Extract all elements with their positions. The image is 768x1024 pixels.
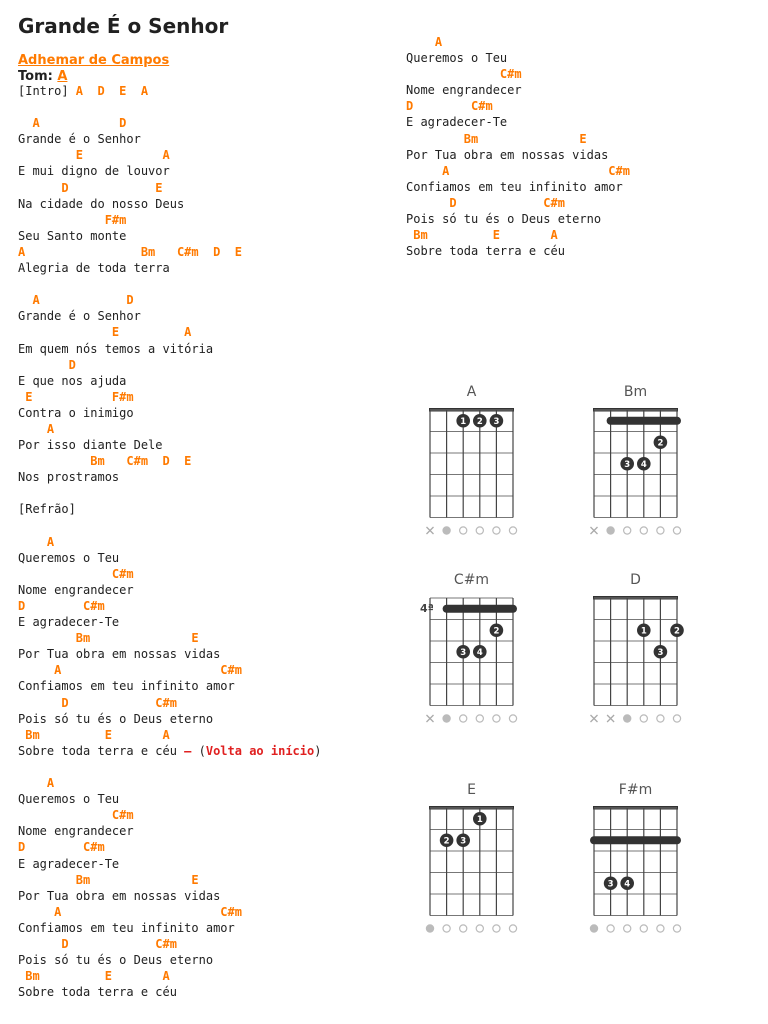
- lyric-text: (: [191, 743, 206, 758]
- lyric-line: [18, 163, 321, 179]
- lyric-line: [18, 228, 321, 244]
- chord-name: C#m: [453, 572, 490, 588]
- lyric-line: [18, 791, 321, 807]
- chord-line: [18, 662, 321, 678]
- lyric-line: [18, 678, 321, 694]
- chord-line: [406, 66, 630, 82]
- lyric-text: ): [314, 743, 322, 758]
- lyric-text: Nos prostramos: [18, 470, 120, 485]
- open-string-marker: [624, 527, 631, 534]
- finger-number: 1: [640, 626, 647, 637]
- lyric-line: [406, 82, 630, 98]
- lyric-text: Pois só tu és o Deus eterno: [18, 711, 214, 726]
- lyric-line: [18, 260, 321, 276]
- tom-label: Tom:: [18, 69, 53, 84]
- open-string-marker: [657, 715, 664, 722]
- finger-number: 3: [460, 647, 467, 658]
- chord-line: [18, 115, 321, 131]
- chord-diagram-bm: [584, 378, 704, 538]
- blank-line: [18, 276, 321, 292]
- chord-line: [18, 212, 321, 228]
- lyric-line: [406, 211, 630, 227]
- chord-name: E: [467, 782, 476, 798]
- lyric-line: [18, 405, 321, 421]
- artist-link[interactable]: Adhemar de Campos: [18, 53, 170, 68]
- lyric-text: Em quem nós temos a vitória: [18, 341, 214, 356]
- lyric-line: [18, 83, 321, 99]
- open-string-marker: [476, 715, 483, 722]
- chord-sheet-column-1: [18, 83, 321, 1000]
- chord-text[interactable]: A: [406, 35, 443, 49]
- lyric-line: [18, 469, 321, 485]
- open-string-marker: [640, 925, 647, 932]
- lyric-line: [18, 341, 321, 357]
- finger-number: 2: [657, 438, 664, 449]
- chord-text[interactable]: C#m: [18, 566, 134, 581]
- chord-line: [18, 968, 321, 984]
- finger-number: 2: [443, 836, 450, 847]
- chord-line: [18, 453, 321, 469]
- finger-number: 2: [476, 416, 483, 427]
- muted-string-marker: [607, 715, 614, 722]
- lyric-text: Sobre toda terra e céu: [406, 244, 565, 259]
- open-string-marker: [509, 715, 516, 722]
- chord-text[interactable]: Bm E A: [406, 228, 558, 243]
- chord-line: [18, 244, 321, 260]
- lyric-line: [406, 114, 630, 130]
- chord-line: [18, 389, 321, 405]
- lyric-line: [18, 131, 321, 147]
- chord-text[interactable]: C#m: [406, 67, 522, 82]
- open-string-marker: [673, 715, 680, 722]
- lyric-line: [18, 743, 321, 759]
- blank-line: [18, 518, 321, 534]
- lyric-line: [18, 888, 321, 904]
- lyric-text: Grande é o Senhor: [18, 132, 141, 147]
- lyric-line: [18, 582, 321, 598]
- lyric-text: Contra o inimigo: [18, 405, 134, 420]
- lyric-text: Sobre toda terra e céu: [18, 743, 185, 758]
- lyric-line: [18, 308, 321, 324]
- open-string-marker: [509, 925, 516, 932]
- chord-line: [18, 534, 321, 550]
- lyric-text: Nome engrandecer: [18, 582, 134, 597]
- lyric-text: [Intro]: [18, 84, 76, 98]
- open-string-marker: [624, 925, 631, 932]
- lyric-text: Alegria de toda terra: [18, 261, 170, 276]
- open-string-marker: [509, 527, 516, 534]
- chord-line: [406, 195, 630, 211]
- chord-text[interactable]: D: [18, 357, 76, 372]
- lyric-text: Seu Santo monte: [18, 228, 127, 243]
- chord-line: [18, 324, 321, 340]
- chord-text[interactable]: A: [18, 421, 55, 436]
- repeat-note: –: [184, 743, 192, 758]
- chord-text[interactable]: D C#m: [18, 695, 177, 710]
- open-string-marker: [673, 527, 680, 534]
- open-string-marker: [460, 527, 467, 534]
- lyric-text: Pois só tu és o Deus eterno: [18, 953, 214, 968]
- chord-name: A: [466, 384, 477, 400]
- chord-line: [406, 98, 630, 114]
- lyric-line: [18, 856, 321, 872]
- chord-text[interactable]: E F#m: [18, 389, 134, 404]
- open-string-marker: [493, 715, 500, 722]
- lyric-line: [18, 501, 321, 517]
- open-string-marker: [673, 925, 680, 932]
- chord-line: [18, 357, 321, 373]
- lyric-line: [18, 614, 321, 630]
- chord-text[interactable]: A C#m: [18, 904, 242, 919]
- bass-string-marker: [624, 715, 631, 722]
- open-string-marker: [640, 715, 647, 722]
- lyric-line: [406, 179, 630, 195]
- chord-line: [18, 872, 321, 888]
- chord-line: [406, 131, 630, 147]
- lyric-line: [18, 920, 321, 936]
- chord-text[interactable]: D C#m: [18, 936, 177, 951]
- lyric-line: [18, 437, 321, 453]
- chord-line: [18, 292, 321, 308]
- lyric-text: [Refrão]: [18, 502, 76, 517]
- lyric-text: Confiamos em teu infinito amor: [18, 679, 235, 694]
- finger-number: 4: [624, 879, 631, 890]
- chord-line: [18, 630, 321, 646]
- chord-line: [18, 695, 321, 711]
- open-string-marker: [460, 715, 467, 722]
- bass-string-marker: [590, 925, 597, 932]
- lyric-line: [18, 952, 321, 968]
- chord-text[interactable]: D C#m: [18, 840, 105, 855]
- finger-number: 2: [493, 626, 500, 637]
- open-string-marker: [460, 925, 467, 932]
- chord-line: [18, 807, 321, 823]
- chord-text[interactable]: D C#m: [18, 599, 105, 613]
- lyric-text: E mui digno de louvor: [18, 164, 170, 179]
- chord-text[interactable]: E A: [18, 148, 170, 163]
- finger-number: 3: [607, 879, 614, 890]
- chord-text[interactable]: A C#m: [406, 163, 630, 178]
- lyric-text: Por isso diante Dele: [18, 438, 163, 453]
- lyric-text: E agradecer-Te: [18, 856, 120, 871]
- chord-text[interactable]: Bm C#m D E: [18, 454, 192, 469]
- chord-text[interactable]: F#m: [18, 212, 127, 227]
- chord-diagram-e: [420, 776, 540, 936]
- chord-text[interactable]: A C#m: [18, 663, 242, 678]
- chord-text[interactable]: C#m: [18, 808, 134, 823]
- chord-diagram-fsm: [584, 776, 704, 936]
- blank-line: [18, 99, 321, 115]
- tom-line: [18, 69, 67, 84]
- open-string-marker: [493, 527, 500, 534]
- lyric-line: [18, 196, 321, 212]
- chord-line: [406, 227, 630, 243]
- chord-line: [18, 147, 321, 163]
- lyric-line: [18, 823, 321, 839]
- finger-number: 3: [460, 836, 467, 847]
- lyric-text: Queremos o Teu: [18, 550, 120, 565]
- lyric-line: [406, 147, 630, 163]
- chord-text[interactable]: A D E A: [75, 84, 149, 98]
- chord-name: F#m: [618, 782, 653, 798]
- chord-text[interactable]: E A: [18, 325, 192, 340]
- chord-diagram-d: [584, 566, 704, 726]
- blank-line: [18, 759, 321, 775]
- lyric-text: Nome engrandecer: [406, 83, 522, 98]
- lyric-text: E que nos ajuda: [18, 373, 127, 388]
- lyric-text: E agradecer-Te: [18, 615, 120, 630]
- barre: [590, 836, 681, 844]
- lyric-text: E agradecer-Te: [406, 115, 508, 130]
- chord-line: [18, 421, 321, 437]
- finger-number: 4: [640, 459, 647, 470]
- chord-line: [18, 775, 321, 791]
- lyric-line: [18, 373, 321, 389]
- open-string-marker: [443, 925, 450, 932]
- lyric-text: Pois só tu és o Deus eterno: [406, 212, 602, 227]
- chord-text[interactable]: D E: [18, 180, 163, 195]
- open-string-marker: [657, 925, 664, 932]
- muted-string-marker: [427, 715, 434, 722]
- blank-line: [18, 485, 321, 501]
- bass-string-marker: [607, 527, 614, 534]
- lyric-line: [406, 50, 630, 66]
- finger-number: 1: [460, 416, 467, 427]
- chord-text[interactable]: D C#m: [406, 195, 565, 210]
- chord-text[interactable]: A D: [18, 116, 127, 131]
- chord-text[interactable]: Bm E A: [18, 969, 170, 984]
- chord-line: [406, 34, 630, 50]
- repeat-note: Volta ao início: [205, 743, 315, 758]
- song-title: Grande É o Senhor: [18, 14, 229, 38]
- tom-key-link[interactable]: A: [57, 69, 68, 84]
- lyric-line: [18, 550, 321, 566]
- lyric-text: Confiamos em teu infinito amor: [406, 179, 623, 194]
- chord-text[interactable]: Bm E: [406, 131, 587, 146]
- chord-diagram-csm: [420, 566, 540, 726]
- chord-line: [18, 180, 321, 196]
- open-string-marker: [657, 527, 664, 534]
- bass-string-marker: [443, 715, 450, 722]
- chord-line: [18, 598, 321, 614]
- lyric-text: Grande é o Senhor: [18, 309, 141, 324]
- lyric-text: Nome engrandecer: [18, 824, 134, 839]
- lyric-text: Por Tua obra em nossas vidas: [18, 647, 221, 662]
- open-string-marker: [493, 925, 500, 932]
- open-string-marker: [476, 527, 483, 534]
- chord-text[interactable]: D C#m: [406, 99, 493, 114]
- chord-line: [18, 566, 321, 582]
- chord-line: [18, 904, 321, 920]
- open-string-marker: [476, 925, 483, 932]
- chord-line: [18, 936, 321, 952]
- open-string-marker: [607, 925, 614, 932]
- open-string-marker: [640, 527, 647, 534]
- lyric-text: Confiamos em teu infinito amor: [18, 920, 235, 935]
- chord-text[interactable]: Bm E A: [18, 727, 170, 742]
- chord-sheet-column-2: [406, 34, 630, 259]
- chord-text[interactable]: A Bm C#m D E: [18, 244, 242, 259]
- lyric-line: [18, 984, 321, 1000]
- bass-string-marker: [443, 527, 450, 534]
- chord-line: [18, 727, 321, 743]
- lyric-text: Por Tua obra em nossas vidas: [18, 888, 221, 903]
- chord-line: [406, 163, 630, 179]
- muted-string-marker: [591, 715, 598, 722]
- chord-diagram-a: [420, 378, 540, 538]
- bass-string-marker: [426, 925, 433, 932]
- lyric-text: Por Tua obra em nossas vidas: [406, 147, 609, 162]
- chord-text[interactable]: Bm E: [18, 872, 199, 887]
- finger-number: 1: [476, 814, 483, 825]
- lyric-text: Queremos o Teu: [406, 51, 508, 66]
- finger-number: 4: [476, 647, 483, 658]
- chord-text[interactable]: Bm E: [18, 631, 199, 646]
- finger-number: 3: [657, 647, 664, 658]
- lyric-line: [18, 711, 321, 727]
- base-fret-label: 4ª: [420, 602, 434, 615]
- lyric-line: [18, 646, 321, 662]
- chord-name: D: [630, 572, 641, 588]
- muted-string-marker: [591, 527, 598, 534]
- chord-text[interactable]: A D: [18, 293, 134, 308]
- chord-text[interactable]: A: [18, 776, 55, 791]
- barre: [607, 417, 681, 425]
- chord-name: Bm: [623, 384, 648, 400]
- chord-text[interactable]: A: [18, 534, 55, 549]
- lyric-text: Sobre toda terra e céu: [18, 985, 177, 1000]
- chord-line: [18, 839, 321, 855]
- barre: [443, 605, 517, 613]
- finger-number: 2: [674, 626, 680, 637]
- finger-number: 3: [493, 416, 500, 427]
- finger-number: 3: [624, 459, 631, 470]
- lyric-text: Na cidade do nosso Deus: [18, 196, 185, 211]
- muted-string-marker: [427, 527, 434, 534]
- lyric-line: [406, 243, 630, 259]
- lyric-text: Queremos o Teu: [18, 792, 120, 807]
